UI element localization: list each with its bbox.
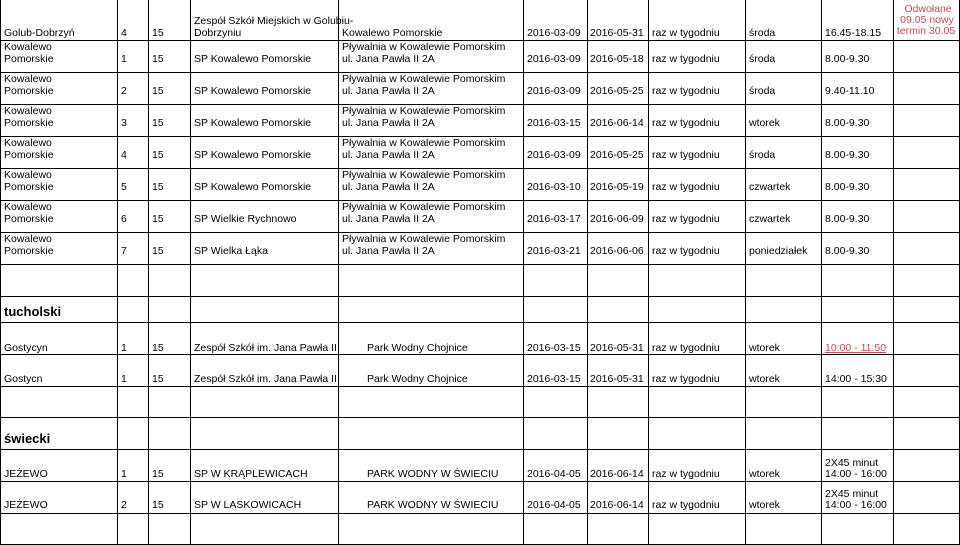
grid-line xyxy=(821,0,822,545)
hours-cell: 15 xyxy=(152,85,164,97)
municipality-cell: Pomorskie xyxy=(4,181,54,193)
grid-line xyxy=(0,264,960,265)
municipality-cell: JEŻEWO xyxy=(4,468,48,480)
duration-cell: 2X45 minut xyxy=(825,488,879,500)
date-from-cell: 2016-04-05 xyxy=(527,499,581,511)
frequency-cell: raz w tygodniu xyxy=(652,342,720,354)
school-cell: SP Kowalewo Pomorskie xyxy=(194,85,312,97)
cancelled-note-line2: 09.05 nowy xyxy=(900,14,954,26)
school-cell: Zespół Szkół im. Jana Pawła II xyxy=(194,373,337,385)
pool-address-cell: ul. Jana Pawła II 2A xyxy=(342,181,435,193)
grid-line xyxy=(0,449,960,450)
day-cell: poniedziałek xyxy=(749,245,808,257)
frequency-cell: raz w tygodniu xyxy=(652,213,720,225)
grid-line xyxy=(893,0,894,545)
municipality-cell: Pomorskie xyxy=(4,117,54,129)
date-to-cell: 2016-05-25 xyxy=(590,85,644,97)
date-to-cell: 2016-05-19 xyxy=(590,181,644,193)
time-cell: 14:00 - 16:00 xyxy=(825,499,887,511)
date-from-cell: 2016-03-09 xyxy=(527,27,581,39)
time-cell: 9.40-11.10 xyxy=(825,85,875,97)
day-cell: wtorek xyxy=(749,468,780,480)
frequency-cell: raz w tygodniu xyxy=(652,373,720,385)
pool-cell: Pływalnia w Kowalewie Pomorskim xyxy=(342,105,506,117)
municipality-cell: Pomorskie xyxy=(4,53,54,65)
date-from-cell: 2016-03-10 xyxy=(527,181,581,193)
municipality-cell: Pomorskie xyxy=(4,149,54,161)
frequency-cell: raz w tygodniu xyxy=(652,245,720,257)
hours-cell: 15 xyxy=(152,27,164,39)
municipality-cell: Kowalewo xyxy=(4,233,52,245)
number-cell: 3 xyxy=(121,117,127,129)
number-cell: 1 xyxy=(121,342,127,354)
frequency-cell: raz w tygodniu xyxy=(652,149,720,161)
date-to-cell: 2016-05-25 xyxy=(590,149,644,161)
number-cell: 1 xyxy=(121,373,127,385)
municipality-cell: JEŻEWO xyxy=(4,499,48,511)
pool-cell: Pływalnia w Kowalewie Pomorskim xyxy=(342,233,506,245)
pool-cell: Pływalnia w Kowalewie Pomorskim xyxy=(342,137,506,149)
grid-line xyxy=(0,296,960,297)
pool-address-cell: ul. Jana Pawła II 2A xyxy=(342,53,435,65)
date-to-cell: 2016-06-14 xyxy=(590,468,644,480)
hours-cell: 15 xyxy=(152,117,164,129)
number-cell: 6 xyxy=(121,213,127,225)
grid-line xyxy=(587,0,588,545)
date-to-cell: 2016-06-14 xyxy=(590,499,644,511)
frequency-cell: raz w tygodniu xyxy=(652,181,720,193)
number-cell: 5 xyxy=(121,181,127,193)
pool-address-cell: ul. Jana Pawła II 2A xyxy=(342,149,435,161)
number-cell: 7 xyxy=(121,245,127,257)
pool-address-cell: ul. Jana Pawła II 2A xyxy=(342,85,435,97)
time-cell: 14:00 - 16:00 xyxy=(825,468,887,480)
pool-cell: Pływalnia w Kowalewie Pomorskim xyxy=(342,169,506,181)
time-cell: 10:00 - 11:50 xyxy=(825,342,887,354)
hours-cell: 15 xyxy=(152,499,164,511)
date-to-cell: 2016-05-31 xyxy=(590,373,644,385)
grid-line xyxy=(148,0,149,545)
grid-line xyxy=(190,0,191,545)
hours-cell: 15 xyxy=(152,213,164,225)
pool-cell: Park Wodny Chojnice xyxy=(367,373,468,385)
date-from-cell: 2016-03-09 xyxy=(527,85,581,97)
municipality-cell: Gostycn xyxy=(4,373,43,385)
day-cell: środa xyxy=(749,53,776,65)
municipality-cell: Kowalewo xyxy=(4,201,52,213)
date-to-cell: 2016-06-14 xyxy=(590,117,644,129)
date-to-cell: 2016-05-18 xyxy=(590,53,644,65)
pool-address-cell: ul. Jana Pawła II 2A xyxy=(342,245,435,257)
day-cell: wtorek xyxy=(749,373,780,385)
school-cell: SP W KRĄPLEWICACH xyxy=(194,468,308,480)
number-cell: 2 xyxy=(121,85,127,97)
municipality-cell: Kowalewo xyxy=(4,137,52,149)
school-cell: SP Kowalewo Pomorskie xyxy=(194,181,312,193)
time-cell: 8.00-9.30 xyxy=(825,213,870,225)
date-from-cell: 2016-03-17 xyxy=(527,213,581,225)
date-from-cell: 2016-03-15 xyxy=(527,373,581,385)
pool-address-cell: ul. Jana Pawła II 2A xyxy=(342,117,435,129)
date-from-cell: 2016-03-15 xyxy=(527,117,581,129)
grid-line xyxy=(0,481,960,482)
frequency-cell: raz w tygodniu xyxy=(652,53,720,65)
school-cell: SP W LASKOWICACH xyxy=(194,499,302,511)
day-cell: czwartek xyxy=(749,213,791,225)
municipality-cell: Kowalewo xyxy=(4,105,52,117)
pool-address-cell: ul. Jana Pawła II 2A xyxy=(342,213,435,225)
school-cell: SP Kowalewo Pomorskie xyxy=(194,149,312,161)
date-from-cell: 2016-03-09 xyxy=(527,53,581,65)
municipality-cell: Kowalewo xyxy=(4,169,52,181)
cancelled-note-line3: termin 30.05 xyxy=(896,25,956,37)
grid-line xyxy=(745,0,746,545)
number-cell: 2 xyxy=(121,499,127,511)
pool-cell: Kowalewo Pomorskie xyxy=(342,27,443,39)
section-title-swiecki: świecki xyxy=(4,431,51,446)
pool-cell: Pływalnia w Kowalewie Pomorskim xyxy=(342,201,506,213)
school-cell: Zespół Szkół im. Jana Pawła II xyxy=(194,342,337,354)
grid-line xyxy=(117,0,118,545)
date-from-cell: 2016-04-05 xyxy=(527,468,581,480)
frequency-cell: raz w tygodniu xyxy=(652,85,720,97)
time-cell: 8.00-9.30 xyxy=(825,53,870,65)
hours-cell: 15 xyxy=(152,245,164,257)
pool-cell: Pływalnia w Kowalewie Pomorskim xyxy=(342,73,506,85)
school-cell: SP Kowalewo Pomorskie xyxy=(194,53,312,65)
number-cell: 4 xyxy=(121,27,127,39)
municipality-cell: Pomorskie xyxy=(4,213,54,225)
pool-cell: Park Wodny Chojnice xyxy=(367,342,468,354)
municipality-cell: Pomorskie xyxy=(4,85,54,97)
pool-cell: Pływalnia w Kowalewie Pomorskim xyxy=(342,41,506,53)
cancelled-note-line1: Odwołane xyxy=(904,3,952,15)
frequency-cell: raz w tygodniu xyxy=(652,499,720,511)
hours-cell: 15 xyxy=(152,373,164,385)
time-cell: 8.00-9.30 xyxy=(825,245,870,257)
date-to-cell: 2016-05-31 xyxy=(590,27,644,39)
number-cell: 1 xyxy=(121,468,127,480)
grid-line xyxy=(523,0,524,545)
time-cell: 16.45-18.15 xyxy=(825,27,882,39)
grid-line xyxy=(338,0,339,545)
time-cell: 8.00-9.30 xyxy=(825,117,870,129)
date-to-cell: 2016-06-09 xyxy=(590,213,644,225)
section-title-tucholski: tucholski xyxy=(4,304,62,319)
grid-line xyxy=(0,322,960,323)
hours-cell: 15 xyxy=(152,181,164,193)
date-to-cell: 2016-06-06 xyxy=(590,245,644,257)
school-cell: SP Wielka Łąka xyxy=(194,245,268,257)
grid-line xyxy=(0,386,960,387)
grid-line xyxy=(648,0,649,545)
hours-cell: 15 xyxy=(152,342,164,354)
date-from-cell: 2016-03-15 xyxy=(527,342,581,354)
frequency-cell: raz w tygodniu xyxy=(652,468,720,480)
number-cell: 4 xyxy=(121,149,127,161)
school-cell: SP Wielkie Rychnowo xyxy=(194,213,297,225)
grid-line xyxy=(0,0,1,545)
frequency-cell: raz w tygodniu xyxy=(652,117,720,129)
day-cell: wtorek xyxy=(749,117,780,129)
date-from-cell: 2016-03-09 xyxy=(527,149,581,161)
day-cell: środa xyxy=(749,27,776,39)
hours-cell: 15 xyxy=(152,468,164,480)
school-cell: Dobrzyniu xyxy=(194,27,242,39)
day-cell: czwartek xyxy=(749,181,791,193)
grid-line xyxy=(0,513,960,514)
school-cell: Zespół Szkół Miejskich w Golubiu- xyxy=(194,15,354,27)
date-to-cell: 2016-05-31 xyxy=(590,342,644,354)
municipality-cell: Golub-Dobrzyń xyxy=(4,27,75,39)
time-cell: 8.00-9.30 xyxy=(825,181,870,193)
municipality-cell: Kowalewo xyxy=(4,41,52,53)
number-cell: 1 xyxy=(121,53,127,65)
day-cell: środa xyxy=(749,149,776,161)
grid-line xyxy=(0,417,960,418)
day-cell: wtorek xyxy=(749,499,780,511)
time-cell: 14:00 - 15:30 xyxy=(825,373,887,385)
day-cell: wtorek xyxy=(749,342,780,354)
date-from-cell: 2016-03-21 xyxy=(527,245,581,257)
day-cell: środa xyxy=(749,85,776,97)
municipality-cell: Gostycyn xyxy=(4,342,48,354)
pool-cell: PARK WODNY W ŚWIECIU xyxy=(367,499,499,511)
pool-cell: PARK WODNY W ŚWIECIU xyxy=(367,468,499,480)
school-cell: SP Kowalewo Pomorskie xyxy=(194,117,312,129)
hours-cell: 15 xyxy=(152,149,164,161)
frequency-cell: raz w tygodniu xyxy=(652,27,720,39)
time-cell: 8.00-9.30 xyxy=(825,149,870,161)
grid-line xyxy=(0,354,960,355)
municipality-cell: Pomorskie xyxy=(4,245,54,257)
municipality-cell: Kowalewo xyxy=(4,73,52,85)
hours-cell: 15 xyxy=(152,53,164,65)
duration-cell: 2X45 minut xyxy=(825,457,879,469)
